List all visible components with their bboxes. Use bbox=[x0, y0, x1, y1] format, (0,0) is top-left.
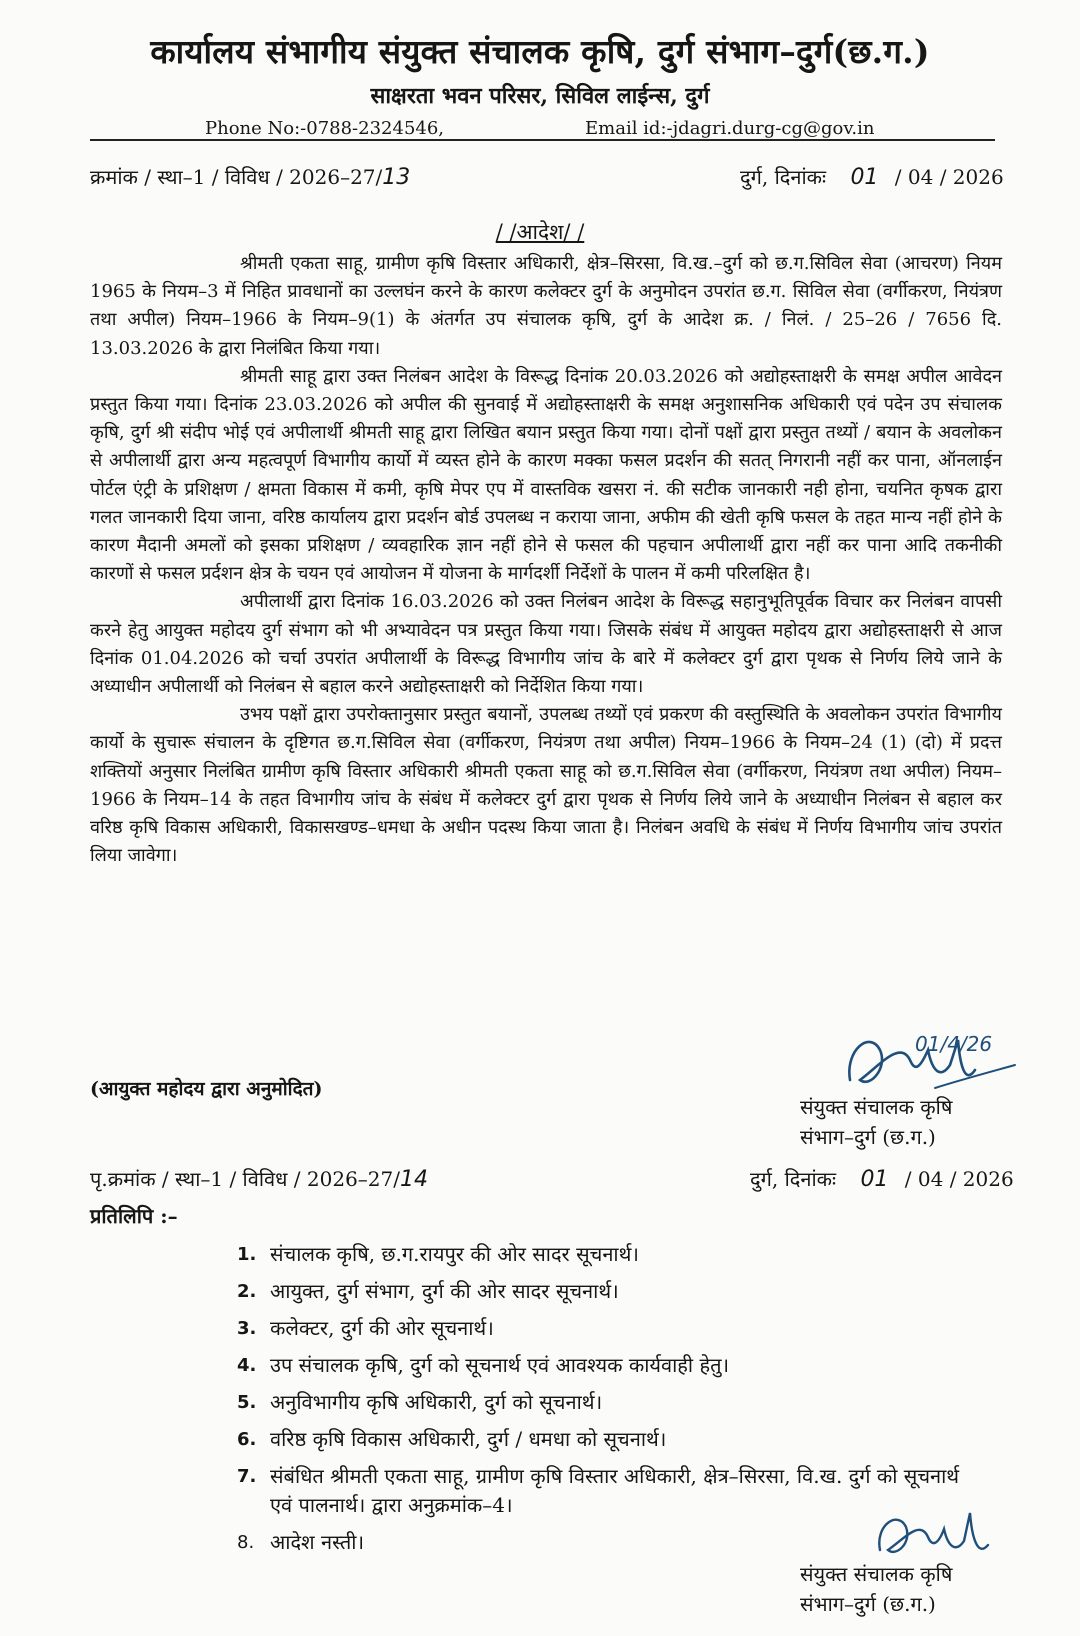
paragraph-representation: अपीलार्थी द्वारा दिनांक 16.03.2026 को उक्त निलंबन आदेश के विरूद्ध सहानुभूतिपूर्वक विचार कर निलंबन वापसी करने हेतु आयुक्त महोदय दुर्ग संभाग को भी अभ्यावेदन पत्र प्रस्तुत किया गया। जिसके संबंध में आयुक्त महोदय द्वारा अद्योहस्ताक्षरी से आज दिनांक 01.04.2026 को चर्चा उपरांत अपीलार्थी के विरूद्ध विभागीय जांच के बारे में कलेक्टर दुर्ग द्वारा पृथक से निर्णय लिये जाने के अध्याधीन अपीलार्थी को निलंबन से बहाल करने अद्योहस्ताक्षरी को निर्देशित किया गया। bbox=[90, 591, 1002, 698]
copy-number-prefix: पृ.क्रमांक / स्था–1 / विविध / 2026–27/ bbox=[90, 1167, 400, 1191]
copy-date-suffix: / 04 / 2026 bbox=[904, 1167, 1014, 1191]
approval-note: (आयुक्त महोदय द्वारा अनुमोदित) bbox=[90, 1078, 323, 1100]
order-number bbox=[90, 163, 410, 190]
email-address: Email id:-jdagri.durg-cg@gov.in bbox=[585, 118, 875, 139]
list-item-text: उप संचालक कृषि, दुर्ग को सूचनार्थ एवं आवश्यक कार्यवाही हेतु। bbox=[270, 1353, 730, 1377]
copy-number bbox=[90, 1165, 428, 1192]
list-item bbox=[237, 1277, 1050, 1306]
list-item bbox=[237, 1462, 970, 1520]
order-heading: / /आदेश/ / bbox=[495, 220, 585, 244]
copy-date-handwritten: 01 bbox=[860, 1167, 889, 1192]
signature-1-date: 01/4/26 bbox=[915, 1032, 993, 1056]
order-number-prefix: क्रमांक / स्था–1 / विविध / 2026–27/ bbox=[90, 165, 383, 189]
list-item-text: संचालक कृषि, छ.ग.रायपुर की ओर सादर सूचनार्थ। bbox=[270, 1242, 639, 1266]
list-item-text: संबंधित श्रीमती एकता साहू, ग्रामीण कृषि विस्तार अधिकारी, क्षेत्र–सिरसा, वि.ख. दुर्ग को सूचनार्थ एवं पालनार्थ। द्वारा अनुक्रमांक–4। bbox=[270, 1464, 960, 1517]
list-item bbox=[237, 1351, 1050, 1380]
order-date bbox=[740, 163, 1004, 190]
list-item bbox=[237, 1388, 1050, 1417]
signature-2-designation: संयुक्त संचालक कृषि bbox=[800, 1562, 953, 1586]
order-body bbox=[90, 250, 1002, 870]
list-item-number: 1. bbox=[237, 1244, 257, 1265]
signature-1-designation: संयुक्त संचालक कृषि bbox=[800, 1095, 953, 1119]
list-item bbox=[237, 1314, 1050, 1343]
order-date-handwritten: 01 bbox=[850, 165, 879, 190]
list-item bbox=[237, 1240, 1050, 1269]
list-item-number: 5. bbox=[237, 1392, 257, 1413]
copy-heading: प्रतिलिपि :– bbox=[90, 1204, 178, 1228]
copy-date-prefix: दुर्ग, दिनांकः bbox=[750, 1167, 837, 1191]
list-item-number: 8. bbox=[237, 1532, 255, 1553]
list-item-text: आदेश नस्ती। bbox=[270, 1530, 365, 1554]
list-item-number: 3. bbox=[237, 1318, 257, 1339]
order-date-suffix: / 04 / 2026 bbox=[894, 165, 1004, 189]
signature-1-office: संभाग–दुर्ग (छ.ग.) bbox=[800, 1125, 936, 1149]
copy-number-handwritten: 14 bbox=[400, 1167, 428, 1192]
list-item-text: अनुविभागीय कृषि अधिकारी, दुर्ग को सूचनार्थ। bbox=[270, 1390, 603, 1414]
list-item-number: 6. bbox=[237, 1429, 257, 1450]
paragraph-appeal: श्रीमती साहू द्वारा उक्त निलंबन आदेश के विरूद्ध दिनांक 20.03.2026 को अद्योहस्ताक्षरी के समक्ष अपील आवेदन प्रस्तुत किया गया। दिनांक 23.03.2026 को अपील की सुनवाई में अद्योहस्ताक्षरी के समक्ष अनुशासनिक अधिकारी एवं पदेन उप संचालक कृषि, दुर्ग श्री संदीप भोई एवं अपीलार्थी श्रीमती साहू द्वारा लिखित बयान प्रस्तुत किया गया। दोनों पक्षों द्वारा प्रस्तुत तथ्यों / बयान के अवलोकन से अपीलार्थी द्वारा अन्य महत्वपूर्ण विभागीय कार्यो में व्यस्त होने के कारण मक्का फसल प्रदर्शन की सतत् निगरानी नहीं कर पाना, ऑनलाईन पोर्टल एंट्री के प्रशिक्षण / क्षमता विकास में कमी, कृषि मेपर एप में वास्तविक खसरा नं. की सटीक जानकारी नही होना, चयनित कृषक द्वारा गलत जानकारी दिया जाना, वरिष्ठ कार्यालय द्वारा प्रदर्शन बोर्ड उपलब्ध न कराया जाना, अफीम की खेती कृषि फसल के तहत मान्य नहीं होने के कारण मैदानी अमलों को इसका प्रशिक्षण / व्यवहारिक ज्ञान नहीं होने से फसल की पहचान अपीलार्थी द्वारा नहीं कर पाना आदि तकनीकी कारणों से फसल प्रर्दशन क्षेत्र के चयन एवं आयोजन में योजना के मार्गदर्शी निर्देशों के पालन में कमी परिलक्षित है। bbox=[90, 365, 1002, 585]
list-item-text: कलेक्टर, दुर्ग की ओर सूचनार्थ। bbox=[270, 1316, 494, 1340]
list-item bbox=[237, 1425, 1050, 1454]
office-title: कार्यालय संभागीय संयुक्त संचालक कृषि, दुर्ग संभाग–दुर्ग(छ.ग.) bbox=[150, 32, 930, 71]
paragraph-reinstatement: उभय पक्षों द्वारा उपरोक्तानुसार प्रस्तुत बयानों, उपलब्ध तथ्यों एवं प्रकरण की वस्तुस्थिति के अवलोकन उपरांत विभागीय कार्यो के सुचारू संचालन के दृष्टिगत छ.ग.सिविल सेवा (वर्गीकरण, नियंत्रण तथा अपील) नियम–1966 के नियम–24 (1) (दो) में प्रदत्त शक्तियों अनुसार निलंबित ग्रामीण कृषि विस्तार अधिकारी श्रीमती एकता साहू को छ.ग.सिविल सेवा (वर्गीकरण, नियंत्रण तथा अपील) नियम–1966 के नियम–14 के तहत विभागीय जांच के संबंध में कलेक्टर दुर्ग द्वारा पृथक से निर्णय लिये जाने के अध्याधीन निलंबन से बहाल कर वरिष्ठ कृषि विकास अधिकारी, विकासखण्ड–धमधा के अधीन पदस्थ किया जाता है। निलंबन अवधि के संबंध में निर्णय विभागीय जांच उपरांत लिया जावेगा। bbox=[90, 704, 1002, 867]
phone-number: Phone No:-0788-2324546, bbox=[205, 118, 445, 139]
list-item-number: 4. bbox=[237, 1355, 257, 1376]
office-address: साक्षरता भवन परिसर, सिविल लाईन्स, दुर्ग bbox=[370, 83, 710, 109]
paragraph-suspension: श्रीमती एकता साहू, ग्रामीण कृषि विस्तार अधिकारी, क्षेत्र–सिरसा, वि.ख.–दुर्ग को छ.ग.सिविल सेवा (आचरण) नियम 1965 के नियम–3 में निहित प्रावधानों का उल्लघंन करने के कारण कलेक्टर दुर्ग के अनुमोदन उपरांत छ.ग. सिविल सेवा (वर्गीकरण, नियंत्रण तथा अपील) नियम–1966 के नियम–9(1) के अंतर्गत उप संचालक कृषि, दुर्ग के आदेश क्र. / निलं. / 25–26 / 7656 दि. 13.03.2026 के द्वारा निलंबित किया गया। bbox=[90, 253, 1002, 359]
signature-2-office: संभाग–दुर्ग (छ.ग.) bbox=[800, 1592, 936, 1616]
order-number-handwritten: 13 bbox=[382, 165, 411, 190]
list-item-text: वरिष्ठ कृषि विकास अधिकारी, दुर्ग / धमधा को सूचनार्थ। bbox=[270, 1427, 667, 1451]
list-item-number: 2. bbox=[237, 1281, 257, 1302]
order-date-prefix: दुर्ग, दिनांकः bbox=[740, 165, 827, 189]
list-item-number: 7. bbox=[237, 1466, 257, 1487]
copy-date bbox=[750, 1165, 1014, 1192]
list-item-text: आयुक्त, दुर्ग संभाग, दुर्ग की ओर सादर सूचनार्थ। bbox=[270, 1279, 619, 1303]
header-divider bbox=[90, 139, 995, 141]
